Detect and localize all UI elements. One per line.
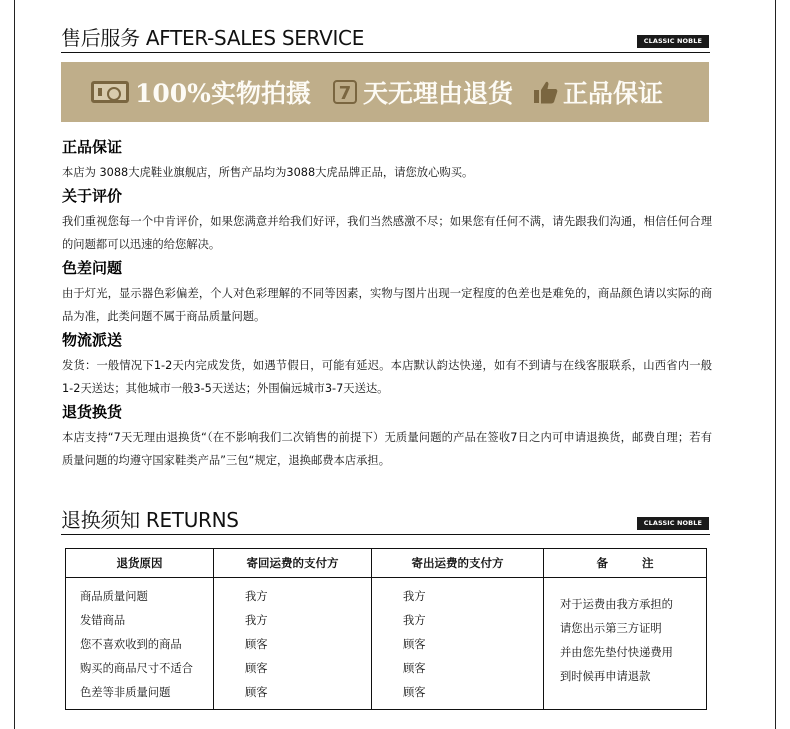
reasons-column (66, 578, 214, 710)
returns-title: 退换须知 RETURNS (61, 508, 239, 532)
section-text: 我们重视您每一个中肯评价，如果您满意并给我们好评，我们当然感激不尽；如果您有任何不满，请先跟我们沟通，相信任何合理的问题都可以迅速的给您解决。 (62, 215, 712, 251)
note-line: 请您出示第三方证明 (560, 622, 662, 635)
send-payer-column (372, 578, 544, 710)
list-item: 发错商品 (80, 614, 126, 627)
section-heading: 退货换货 (62, 403, 123, 421)
section-text: 本店为 3088大虎鞋业旗舰店，所售产品均为3088大虎品牌正品，请您放心购买。 (62, 166, 474, 179)
note-line: 并由您先垫付快递费用 (560, 646, 673, 659)
section-text: 由于灯光，显示器色彩偏差，个人对色彩理解的不同等因素，实物与图片出现一定程度的色差也是难免的，商品颜色请以实际的商品为准，此类问题不属于商品质量问题。 (62, 287, 712, 323)
note-line: 对于运费由我方承担的 (560, 598, 673, 611)
list-item: 我方 (403, 614, 426, 627)
header-send-shipping-payer: 寄出运费的支付方 (372, 549, 544, 578)
after-sales-header (61, 19, 710, 53)
list-item: 顾客 (403, 662, 426, 675)
section-color-difference (62, 258, 712, 328)
banner-return-text: 天无理由退货 (362, 79, 513, 108)
guarantee-banner (61, 62, 709, 122)
section-reviews (62, 186, 712, 256)
list-item: 我方 (403, 590, 426, 603)
thumbs-up-icon (533, 79, 559, 105)
banner-photo-text: 100%实物拍摄 (135, 79, 311, 108)
list-item: 顾客 (245, 638, 268, 651)
banner-genuine-text: 正品保证 (562, 79, 663, 108)
returns-header (61, 501, 710, 535)
section-heading: 物流派送 (62, 331, 123, 349)
section-heading: 关于评价 (62, 187, 123, 205)
note-line: 到时候再申请退款 (560, 670, 651, 683)
return-payer-column (214, 578, 372, 710)
table-header-row (66, 549, 707, 578)
list-item: 商品质量问题 (80, 590, 148, 603)
list-item: 购买的商品尺寸不适合 (80, 662, 193, 675)
after-sales-title: 售后服务 AFTER-SALES SERVICE (61, 26, 365, 50)
returns-table (65, 548, 707, 710)
header-rule (61, 534, 710, 535)
section-heading: 正品保证 (62, 138, 123, 156)
header-return-reason: 退货原因 (66, 549, 214, 578)
list-item: 顾客 (245, 686, 268, 699)
table-body-row (66, 578, 707, 710)
section-logistics (62, 330, 712, 400)
section-text: 发货：一般情况下1-2天内完成发货，如遇节假日，可能有延迟。本店默认韵达快递，如有不到请与在线客服联系，山西省内一般1-2天送达；其他城市一般3-5天送达；外围偏远城市3-7天送达。 (62, 359, 712, 395)
header-remarks: 备 注 (544, 549, 707, 578)
list-item: 我方 (245, 614, 268, 627)
list-item: 顾客 (403, 686, 426, 699)
section-genuine (62, 137, 712, 184)
section-heading: 色差问题 (62, 259, 123, 277)
classic-noble-tag: CLASSIC NOBLE (637, 517, 709, 530)
seven-day-icon: 7 (333, 80, 357, 104)
classic-noble-tag: CLASSIC NOBLE (637, 35, 709, 48)
list-item: 我方 (245, 590, 268, 603)
header-return-shipping-payer: 寄回运费的支付方 (214, 549, 372, 578)
list-item: 顾客 (245, 662, 268, 675)
list-item: 您不喜欢收到的商品 (80, 638, 182, 651)
list-item: 顾客 (403, 638, 426, 651)
camera-icon (91, 81, 129, 103)
notes-column (544, 578, 707, 710)
left-border-line (14, 0, 15, 729)
section-returns-exchanges (62, 402, 712, 472)
header-rule (61, 52, 710, 53)
right-border-line (775, 0, 776, 729)
section-text: 本店支持“7天无理由退换货“（在不影响我们二次销售的前提下）无质量问题的产品在签收7日之内可申请退换货，邮费自理；若有质量问题的均遵守国家鞋类产品”三包“规定，退换邮费本店承担。 (62, 431, 712, 467)
list-item: 色差等非质量问题 (80, 686, 171, 699)
